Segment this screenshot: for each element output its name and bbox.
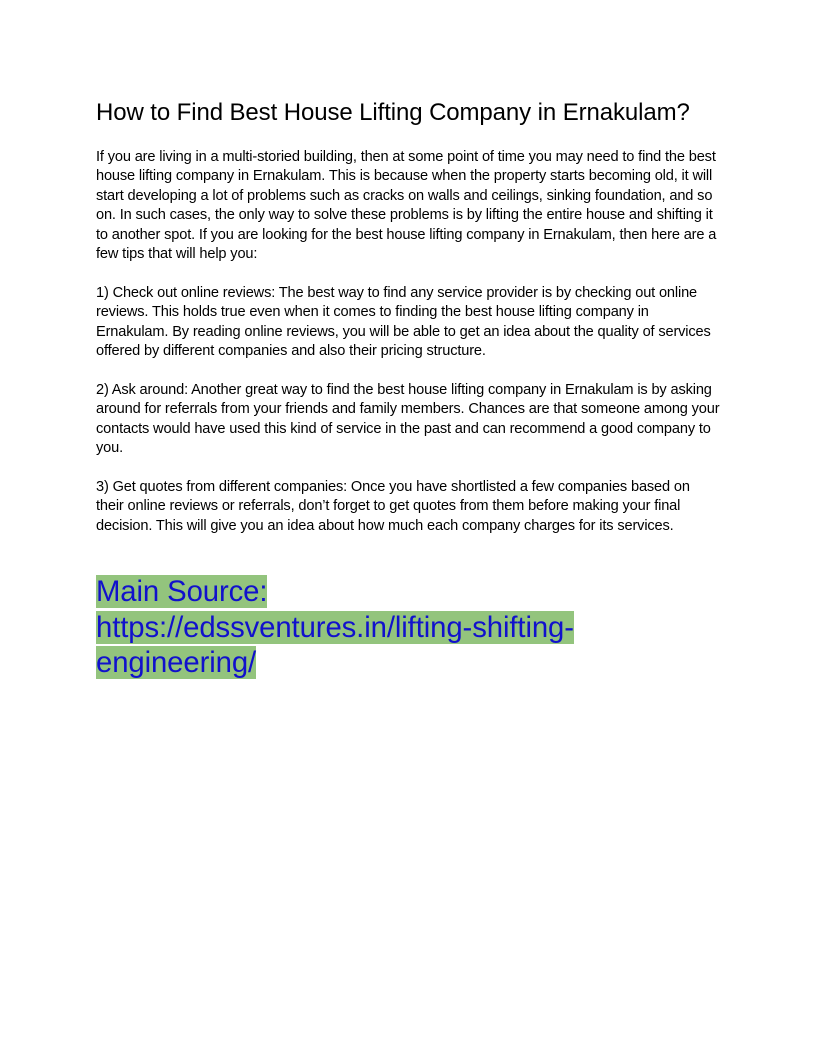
tip-paragraph-3: 3) Get quotes from different companies: Once you have shortlisted a few companies based on their online reviews or referrals, don’t forget to get quotes from them before making your final decision. This will give you an idea about how much each company charges for its services. <box>96 478 690 534</box>
main-source-label: Main Source: <box>96 575 268 609</box>
tip-paragraph-1: 1) Check out online reviews: The best way to find any service provider is by checking out online reviews. This holds true even when it comes to finding the best house lifting company in Ernakulam. By reading online reviews, you will be able to get an idea about the quality of services offered by different companies and also their pricing structure. <box>96 284 711 360</box>
page-title: How to Find Best House Lifting Company in Ernakulam? <box>96 99 690 126</box>
tip-paragraph-2: 2) Ask around: Another great way to find the best house lifting company in Ernakulam is by asking around for referrals from your friends and family members. Chances are that someone among your contacts would have used this kind of service in the past and can recommend a good company to you. <box>96 381 720 457</box>
main-source-link[interactable]: https://edssventures.in/lifting-shifting-engineering/ <box>96 610 574 680</box>
document-page <box>96 96 720 710</box>
main-source <box>96 574 720 681</box>
intro-paragraph: If you are living in a multi-storied building, then at some point of time you may need to find the best house lifting company in Ernakulam. This is because when the property starts becoming old, it will start developing a lot of problems such as cracks on walls and ceilings, sinking foundation, and so on. In such cases, the only way to solve these problems is by lifting the entire house and shifting it to another spot. If you are looking for the best house lifting company in Ernakulam, then here are a few tips that will help you: <box>96 149 717 263</box>
